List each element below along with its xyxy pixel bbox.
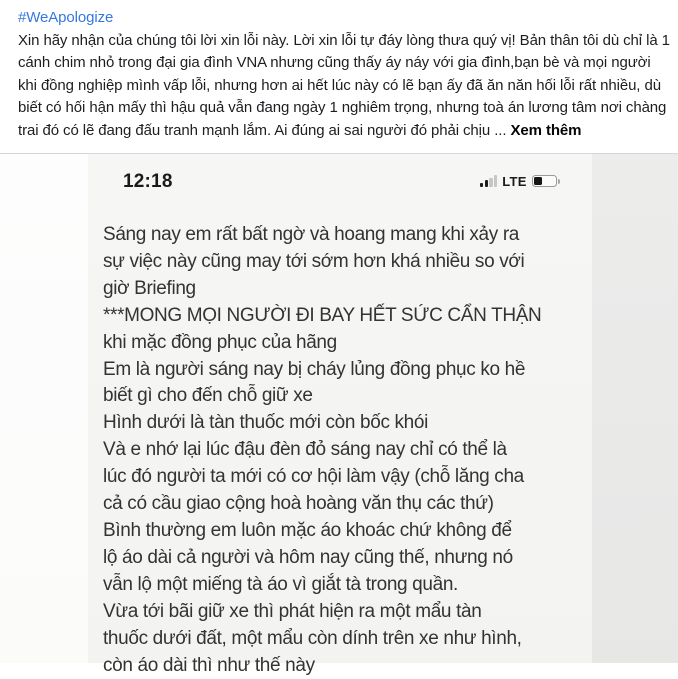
screenshot-text-line: cả có cầu giao cộng hoà hoàng văn thụ các thứ) (103, 491, 592, 518)
screenshot-text-line: vẫn lộ một miếng tà áo vì giắt tà trong quần. (103, 572, 592, 599)
screenshot-text-line: lộ áo dài cả người và hôm nay cũng thế, nhưng nó (103, 545, 592, 572)
screenshot-message-text (103, 222, 592, 679)
screenshot-text-line: Hình dưới là tàn thuốc mới còn bốc khói (103, 410, 592, 437)
screenshot-text-line: khi mặc đồng phục của hãng (103, 330, 592, 357)
status-bar-right (480, 173, 580, 189)
network-type-label: LTE (502, 174, 527, 189)
screenshot-text-line: Em là người sáng nay bị cháy lủng đồng phục ko hề (103, 357, 592, 384)
screenshot-text-line: Bình thường em luôn mặc áo khoác chứ không để (103, 518, 592, 545)
screenshot-text-line: sự việc này cũng may tới sớm hơn khá nhiều so với (103, 249, 592, 276)
screenshot-text-line: thuốc dưới đất, một mẩu còn dính trên xe như hình, (103, 626, 592, 653)
screenshot-text-line: Và e nhớ lại lúc đậu đèn đỏ sáng nay chỉ có thể là (103, 437, 592, 464)
status-bar-time: 12:18 (123, 171, 173, 193)
screenshot-text-line: còn áo dài thì như thế này (103, 653, 592, 679)
screenshot-text-line: Sáng nay em rất bất ngờ và hoang mang khi xảy ra (103, 222, 592, 249)
screenshot-text-line: biết gì cho đến chỗ giữ xe (103, 383, 592, 410)
screenshot-text-line: lúc đó người ta mới có cơ hội làm vậy (chỗ lăng cha (103, 464, 592, 491)
photo-left-margin (0, 154, 88, 663)
phone-screenshot (88, 154, 592, 663)
post-body-text: Xin hãy nhận của chúng tôi lời xin lỗi này. Lời xin lỗi tự đáy lòng thưa quý vị! Bản thân tôi dù chỉ là 1 cánh chim nhỏ trong đại gia đình VNA nhưng cũng thấy áy náy với gia đình,bạn bè và mọi người khi đồng nghiệp mình vấp lỗi, nhưng hơn ai hết lúc này có lẽ bạn ấy đã ăn năn hối lỗi rất nhiều, dù biết có hối hận mấy thì hậu quả vẫn đang ngày 1 nghiêm trọng, nhưng toà án lương tâm nơi chàng trai đó có lẽ đang đấu tranh mạnh lắm. Ai đúng ai sai người đó phải chịu ... (18, 32, 670, 139)
photo-right-margin (592, 154, 678, 663)
screenshot-text-line: Vừa tới bãi giữ xe thì phát hiện ra một mẩu tàn (103, 599, 592, 626)
screenshot-text-line: giờ Briefing (103, 276, 592, 303)
hashtag-link[interactable]: #WeApologize (18, 7, 670, 30)
post-text-block (18, 7, 670, 153)
cellular-signal-icon (480, 175, 497, 187)
photo-attachment[interactable] (0, 153, 678, 663)
battery-icon (532, 175, 557, 188)
screenshot-text-line: ***MONG MỌI NGƯỜI ĐI BAY HẾT SỨC CẨN THẬN (103, 303, 592, 330)
see-more-link[interactable]: Xem thêm (511, 122, 582, 139)
